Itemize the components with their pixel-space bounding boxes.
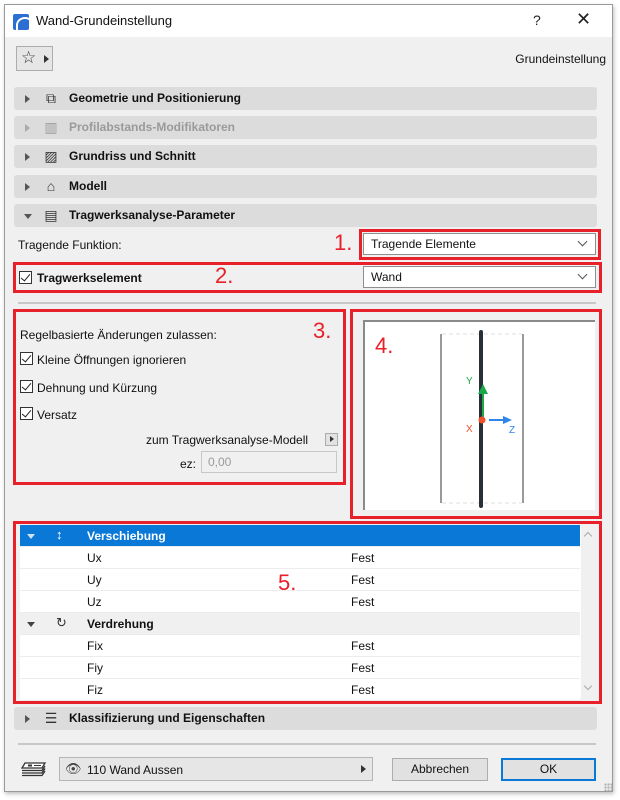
row-name: Fiz [87,683,103,697]
annotation-3: 3. [313,318,332,343]
close-button[interactable]: ✕ [576,9,592,29]
dropdown-value: Tragende Elemente [371,237,476,251]
row-value[interactable]: Fest [351,683,375,697]
x-axis-label: X [466,424,473,435]
expand-triangle-icon [25,715,30,723]
annotation-1: 1. [334,230,353,255]
row-value[interactable]: Fest [351,661,375,675]
load-function-label: Tragende Funktion: [18,238,122,252]
wall-axis-preview [363,320,595,510]
cancel-button[interactable]: Abbrechen [392,758,488,781]
scroll-up-icon[interactable] [584,532,592,540]
dialog-title: Wand-Grundeinstellung [36,13,173,28]
row-name: Ux [87,551,102,565]
table-row[interactable] [20,569,580,591]
ez-value: 0,00 [208,455,232,469]
section-profile-modifiers [14,116,597,139]
row-name: Uy [87,573,102,587]
favorites-button[interactable] [16,46,53,71]
classification-icon: ☰ [44,710,58,726]
eye-icon[interactable]: 👁 [65,761,82,776]
table-row[interactable] [20,679,580,701]
separator [18,743,596,745]
collapse-triangle-icon [24,214,32,219]
row-value[interactable]: Fest [351,573,375,587]
rules-heading: Regelbasierte Änderungen zulassen: [20,328,217,342]
row-name: Fix [87,639,103,653]
row-value[interactable]: Fest [351,639,375,653]
analytical-model-arrow-button[interactable] [325,433,338,446]
analytical-model-link-label: zum Tragwerksanalyse-Modell [146,433,309,447]
section-label: Profilabstands-Modifikatoren [69,120,236,134]
ez-label: ez: [180,457,197,471]
resize-grip[interactable] [604,783,612,791]
offset-label: Versatz [37,408,78,422]
title-bar [5,5,612,37]
section-structural-analysis[interactable] [14,204,597,227]
structural-analysis-icon: ▤ [44,207,58,223]
geometry-icon: ⧉ [46,90,56,106]
translation-arrow-icon: ↕ [56,527,63,542]
y-axis-label: Y [466,376,473,387]
section-label: Geometrie und Positionierung [69,91,242,105]
structural-element-label: Tragwerkselement [37,271,142,285]
layer-value: 110 Wand Aussen [87,763,184,777]
row-name: Fiy [87,661,103,675]
expand-triangle-icon [25,95,30,103]
row-value[interactable]: Fest [351,551,375,565]
scroll-down-icon[interactable] [584,682,592,690]
collapse-triangle-icon[interactable] [27,534,35,539]
tree-scrollbar[interactable] [581,525,596,698]
table-row[interactable] [20,591,580,613]
preset-name: Grundeinstellung [515,52,606,66]
model-icon: ⌂ [46,178,56,194]
expand-triangle-icon [25,124,30,132]
triangle-right-icon [44,55,49,63]
section-label: Tragwerksanalyse-Parameter [69,208,236,222]
chevron-down-icon [578,270,588,280]
table-row[interactable] [20,635,580,657]
section-model[interactable] [14,175,597,198]
dropdown-value: Wand [371,270,402,284]
section-geometry[interactable] [14,87,597,110]
group-label: Verdrehung [87,617,154,631]
z-axis-arrow-icon [503,416,512,424]
rotation-icon: ↻ [56,615,67,630]
separator [18,302,596,304]
table-row[interactable] [20,657,580,679]
section-label: Modell [69,179,107,193]
stretch-shorten-label: Dehnung und Kürzung [37,381,158,395]
section-floorplan[interactable] [14,145,597,168]
section-label: Grundriss und Schnitt [69,149,196,163]
triangle-right-icon[interactable] [361,765,366,773]
annotation-4: 4. [375,333,394,358]
preview-canvas [365,322,595,510]
tree-group-rotation[interactable] [20,613,580,635]
layer-icon [21,759,47,779]
collapse-triangle-icon[interactable] [27,622,35,627]
section-classification[interactable] [14,707,597,730]
structural-element-checkbox[interactable] [19,271,32,284]
z-axis-label: Z [509,425,516,436]
load-function-dropdown[interactable] [363,233,596,255]
tree-group-translation[interactable] [20,525,580,547]
row-value[interactable]: Fest [351,595,375,609]
section-label: Klassifizierung und Eigenschaften [69,711,266,725]
floorplan-section-icon: ▨ [44,148,58,164]
offset-checkbox[interactable] [20,407,33,420]
ignore-small-openings-checkbox[interactable] [20,352,33,365]
group-label: Verschiebung [87,529,166,543]
profile-modifier-icon: ▥ [44,119,58,135]
origin-point [479,417,486,424]
structural-element-dropdown[interactable] [363,266,596,288]
help-button[interactable]: ? [533,12,541,28]
annotation-2: 2. [215,263,234,288]
layer-selector[interactable] [59,757,373,781]
expand-triangle-icon [25,153,30,161]
archicad-icon [13,14,29,30]
expand-triangle-icon [25,183,30,191]
annotation-5: 5. [278,570,297,595]
chevron-down-icon [578,237,588,247]
table-row[interactable] [20,547,580,569]
ignore-small-openings-label: Kleine Öffnungen ignorieren [37,353,187,367]
ok-button[interactable]: OK [501,758,596,781]
stretch-shorten-checkbox[interactable] [20,380,33,393]
support-conditions-tree [20,525,596,698]
star-icon: ☆ [21,48,37,67]
row-name: Uz [87,595,102,609]
ez-input[interactable] [201,451,337,473]
